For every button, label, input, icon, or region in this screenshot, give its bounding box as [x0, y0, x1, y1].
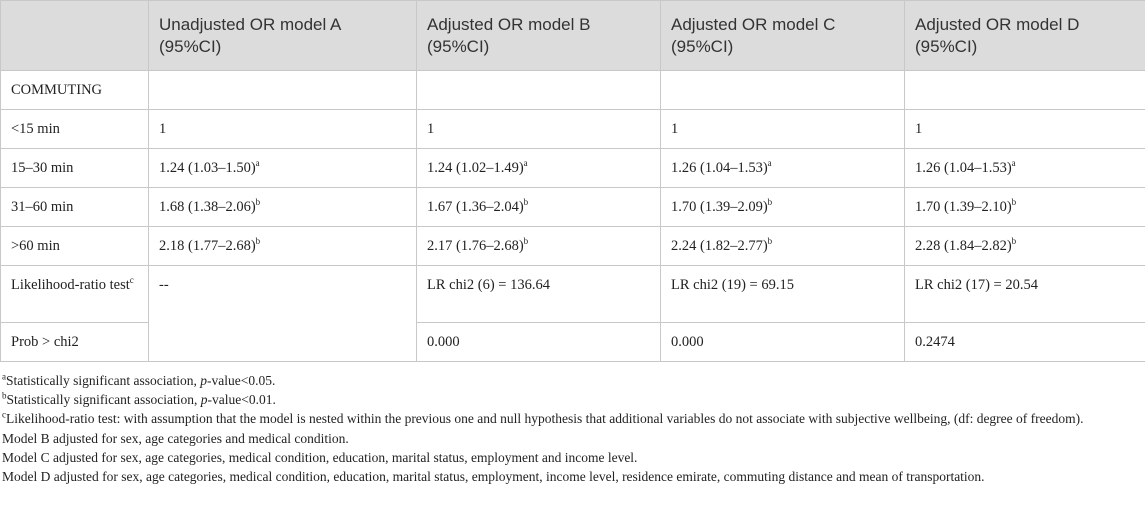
table-cell: [149, 227, 417, 266]
table-cell: [149, 188, 417, 227]
table-cell: [661, 188, 905, 227]
header-cell-model-d: Adjusted OR model D (95%CI): [905, 1, 1145, 71]
header-cell-model-b: Adjusted OR model B (95%CI): [417, 1, 661, 71]
table-row: [1, 71, 1145, 110]
cell-value: 2.18 (1.77–2.68): [159, 238, 256, 254]
footnote-marker: a: [2, 371, 6, 382]
table-cell: 0.000: [661, 323, 905, 362]
footnote-marker: b: [255, 236, 261, 247]
table-cell: --: [149, 266, 417, 362]
footnote-a: [2, 371, 1145, 390]
footnote-marker: a: [1011, 158, 1016, 169]
footnote-marker: a: [523, 158, 528, 169]
table-cell: [661, 71, 905, 110]
footnote-italic: p: [200, 373, 207, 388]
header-cell-label: [1, 1, 149, 71]
footnote-marker: b: [523, 197, 529, 208]
footnote-text: -value<0.01.: [207, 392, 276, 408]
table-row: [1, 266, 1145, 323]
table-row: [1, 188, 1145, 227]
footnote-italic: p: [200, 392, 208, 408]
cell-value: 1.68 (1.38–2.06): [159, 199, 256, 215]
header-cell-model-c: Adjusted OR model C (95%CI): [661, 1, 905, 71]
table-cell: 0.000: [417, 323, 661, 362]
table-cell: 1: [149, 110, 417, 149]
cell-value: 1.70 (1.39–2.10): [915, 199, 1012, 215]
table-cell: [661, 227, 905, 266]
table-footnotes: [0, 362, 1145, 486]
table-cell: LR chi2 (6) = 136.64: [417, 266, 661, 323]
row-label: Prob > chi2: [1, 323, 149, 362]
cell-value: 1.70 (1.39–2.09): [671, 199, 768, 215]
footnote-text: Statistically significant association,: [6, 392, 201, 408]
footnote-marker: b: [1011, 236, 1017, 247]
cell-value: 2.24 (1.82–2.77): [671, 238, 768, 254]
table-cell: [417, 149, 661, 188]
cell-value: 1.24 (1.03–1.50): [159, 160, 256, 176]
table-cell: 1: [661, 110, 905, 149]
footnote-marker: b: [255, 197, 261, 208]
footnote-marker: b: [1011, 197, 1017, 208]
table-cell: [905, 71, 1145, 110]
table-row: [1, 149, 1145, 188]
table-row: [1, 110, 1145, 149]
table-cell: [417, 227, 661, 266]
table-body: [1, 71, 1145, 362]
cell-value: 1.24 (1.02–1.49): [427, 160, 524, 176]
footnote-text: Statistically significant association,: [6, 373, 201, 388]
table-cell: 0.2474: [905, 323, 1145, 362]
note-model-c: Model C adjusted for sex, age categories, medical condition, education, marital status, employment and income level.: [2, 449, 638, 465]
header-cell-model-a: Unadjusted OR model A (95%CI): [149, 1, 417, 71]
table-cell: [149, 149, 417, 188]
table-cell: [905, 188, 1145, 227]
cell-value: 1.26 (1.04–1.53): [915, 160, 1012, 176]
table-cell: [905, 149, 1145, 188]
cell-value: 1.26 (1.04–1.53): [671, 160, 768, 176]
footnote-marker: c: [2, 409, 6, 420]
footnote-marker: b: [767, 236, 773, 247]
note-model-b: Model B adjusted for sex, age categories and medical condition.: [2, 430, 349, 446]
table-cell: LR chi2 (17) = 20.54: [905, 266, 1145, 323]
table-cell: LR chi2 (19) = 69.15: [661, 266, 905, 323]
table-cell: [905, 227, 1145, 266]
row-label-text: Likelihood-ratio test: [11, 277, 130, 293]
footnote-text: -value<0.05.: [206, 373, 276, 388]
footnote-marker: b: [767, 197, 773, 208]
table-cell: [149, 71, 417, 110]
footnote-marker: c: [129, 275, 134, 286]
table-header: [1, 1, 1145, 71]
row-label: >60 min: [1, 227, 149, 266]
cell-value: 2.17 (1.76–2.68): [427, 238, 524, 254]
note-model-d: Model D adjusted for sex, age categories, medical condition, education, marital status, employment, income level, residence emirate, commuting distance and mean of transportation.: [2, 469, 985, 485]
cell-value: 2.28 (1.84–2.82): [915, 238, 1012, 254]
footnote-c: [2, 409, 1145, 428]
cell-value: 1.67 (1.36–2.04): [427, 199, 524, 215]
footnote-marker: a: [255, 158, 260, 169]
table-cell: 1: [417, 110, 661, 149]
header-row: [1, 1, 1145, 71]
footnote-b: [2, 390, 1145, 409]
row-label: 15–30 min: [1, 149, 149, 188]
footnote-marker: b: [523, 236, 529, 247]
table-cell: [661, 149, 905, 188]
row-label: COMMUTING: [1, 71, 149, 110]
footnote-marker: b: [2, 390, 7, 401]
table-row: [1, 227, 1145, 266]
table-cell: [417, 188, 661, 227]
table-cell: [417, 71, 661, 110]
row-label: [1, 266, 149, 323]
footnote-text: Likelihood-ratio test: with assumption that the model is nested within the previous one and null hypothesis that additional variables do not associate with subjective wellbeing, (df: degree of freedom).: [6, 411, 1084, 427]
table-cell: 1: [905, 110, 1145, 149]
footnote-marker: a: [767, 158, 772, 169]
row-label: <15 min: [1, 110, 149, 149]
row-label: 31–60 min: [1, 188, 149, 227]
